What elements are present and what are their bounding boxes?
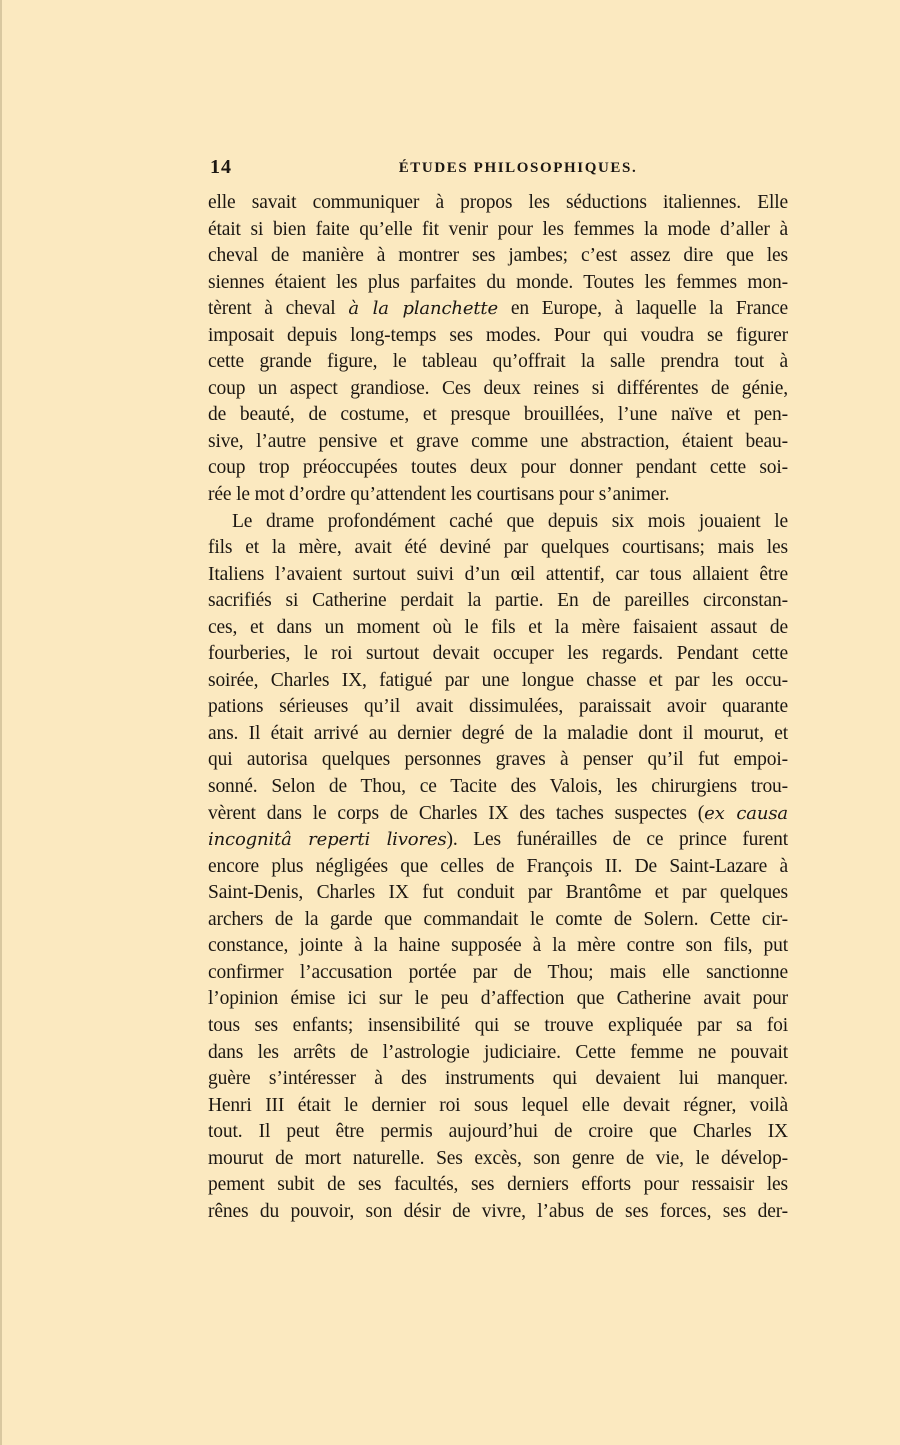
text-line: elle savait communiquer à propos les séductions italiennes. Elle	[208, 192, 788, 213]
text-line: tous ses enfants; insensibilité qui se trouve expliquée par sa foi	[208, 1014, 788, 1036]
text-line: pement subit de ses facultés, ses derniers efforts pour ressaisir les	[208, 1174, 788, 1196]
text-line: dans les arrêts de l’astrologie judiciaire. Cette femme ne pouvait	[208, 1041, 788, 1063]
italic-phrase: incognitâ reperti livores	[208, 829, 447, 851]
text-run: tèrent à cheval	[208, 298, 349, 320]
text-line: imposait depuis long-temps ses modes. Pour qui voudra se figurer	[208, 324, 788, 346]
running-head	[208, 156, 788, 182]
text-line: rênes du pouvoir, son désir de vivre, l’abus de ses forces, ses der-	[208, 1200, 788, 1222]
paragraph-start-line: Le drame profondément caché que depuis six mois jouaient le	[232, 510, 788, 532]
text-line: soirée, Charles IX, fatigué par une longue chasse et par les occu-	[208, 669, 788, 691]
text-line	[208, 801, 788, 828]
text-run: en Europe, à laquelle la France	[498, 298, 789, 320]
text-line: coup trop préoccupées toutes deux pour donner pendant cette soi-	[208, 457, 788, 479]
body-text	[208, 190, 788, 1225]
text-line: guère s’intéresser à des instruments qui devaient lui manquer.	[208, 1068, 788, 1090]
text-line: qui autorisa quelques personnes graves à penser qu’il fut empoi-	[208, 749, 788, 771]
italic-phrase: ex causa	[704, 802, 788, 824]
text-line	[208, 296, 788, 323]
text-line: fils et la mère, avait été deviné par quelques courtisans; mais les	[208, 537, 788, 559]
text-line: constance, jointe à la haine supposée à la mère contre son fils, put	[208, 935, 788, 957]
text-line: confirmer l’accusation portée par de Thou; mais elle sanctionne	[208, 961, 788, 983]
text-line: fourberies, le roi surtout devait occuper les regards. Pendant cette	[208, 643, 788, 665]
text-line: Henri III était le dernier roi sous lequel elle devait régner, voilà	[208, 1094, 788, 1116]
text-line: pations sérieuses qu’il avait dissimulées, paraissait avoir quarante	[208, 696, 788, 718]
text-line: cette grande figure, le tableau qu’offrait la salle prendra tout à	[208, 351, 788, 373]
text-line: sonné. Selon de Thou, ce Tacite des Valois, les chirurgiens trou-	[208, 776, 788, 798]
text-line: coup un aspect grandiose. Ces deux reines si différentes de génie,	[208, 377, 788, 399]
text-line: mourut de mort naturelle. Ses excès, son genre de vie, le dévelop-	[208, 1147, 788, 1169]
text-run: ). Les funérailles de ce prince furent	[446, 829, 788, 851]
text-line: ans. Il était arrivé au dernier degré de la maladie dont il mourut, et	[208, 722, 788, 744]
text-line: de beauté, de costume, et presque brouillées, l’une naïve et pen-	[208, 404, 788, 426]
text-line: l’opinion émise ici sur le peu d’affection que Catherine avait pour	[208, 988, 788, 1010]
page-number: 14	[210, 156, 232, 178]
text-line: était si bien faite qu’elle fit venir pour les femmes la mode d’aller à	[208, 218, 788, 240]
text-line: siennes étaient les plus parfaites du monde. Toutes les femmes mon-	[208, 271, 788, 293]
text-run: vèrent dans le corps de Charles IX des taches suspectes (	[208, 802, 705, 824]
paragraph-end-line: rée le mot d’ordre qu’attendent les courtisans pour s’animer.	[208, 484, 670, 506]
text-line: Saint-Denis, Charles IX fut conduit par Brantôme et par quelques	[208, 882, 788, 904]
text-line: archers de la garde que commandait le comte de Solern. Cette cir-	[208, 908, 788, 930]
text-line: cheval de manière à montrer ses jambes; c’est assez dire que les	[208, 245, 788, 267]
running-head-title: ÉTUDES PHILOSOPHIQUES.	[398, 160, 638, 176]
text-line: sive, l’autre pensive et grave comme une abstraction, étaient beau-	[208, 430, 788, 452]
text-line: tout. Il peut être permis aujourd’hui de croire que Charles IX	[208, 1121, 788, 1143]
text-line: Italiens l’avaient surtout suivi d’un œil attentif, car tous allaient être	[208, 563, 788, 585]
text-line: ces, et dans un moment où le fils et la mère faisaient assaut de	[208, 616, 788, 638]
italic-phrase: à la planchette	[348, 298, 499, 320]
text-line: encore plus négligées que celles de François II. De Saint-Lazare à	[208, 855, 788, 877]
text-line	[208, 827, 788, 854]
text-line: sacrifiés si Catherine perdait la partie. En de pareilles circonstan-	[208, 590, 788, 612]
